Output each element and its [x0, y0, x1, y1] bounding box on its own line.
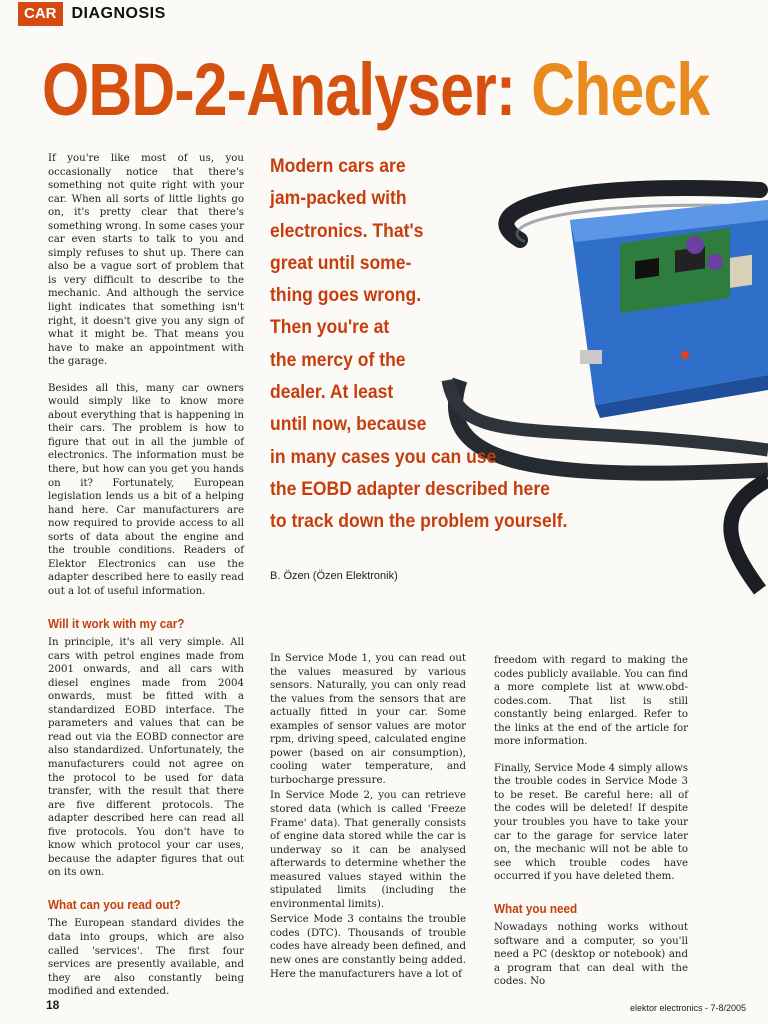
section-header: [18, 2, 166, 26]
intro-text: [270, 150, 576, 538]
paragraph: freedom with regard to making the codes publicly available. You can find a more complete list at www.obd-codes.com. That list is still constantly being enlarged. Refer to the links at the end of the article for more information.: [494, 655, 688, 748]
intro-line: the mercy of the: [270, 348, 406, 371]
intro-line: great until some-: [270, 251, 412, 274]
intro-line: Modern cars are: [270, 155, 406, 177]
intro-line: until now, because: [270, 413, 427, 436]
paragraph: If you're like most of us, you occasionally notice that there's something not quite right with your car. When all sorts of little lights go on, it's pretty clear that there's something wrong. In some cases your car even starts to talk to you and simply refuses to shut up. There can also be a vague sort of problem that is very difficult to describe to the mechanic. And although the service light indicates that something isn't right, it doesn't give you any sign of what it might be. That means you have to make an appointment with the garage.: [48, 153, 244, 368]
paragraph: In Service Mode 2, you can retrieve stored data (which is called 'Freeze Frame' data). That generally consists of engine data stored while the car is underway so it can be analysed afterwards to determine whether the measured values stayed within the stipulated limits (including the environmental limits).: [270, 790, 466, 910]
adapter-box-icon: [570, 200, 768, 418]
title-part-1: OBD-2-Analyser:: [42, 48, 516, 131]
intro-line: jam-packed with: [270, 187, 407, 210]
subheading: Will it work with my car?: [48, 615, 185, 631]
category-tag: CAR: [18, 2, 63, 26]
column-2: [270, 652, 466, 994]
section-title: DIAGNOSIS: [71, 5, 166, 22]
subheading: What you need: [494, 900, 578, 916]
paragraph: The European standard divides the data into groups, which are also called 'services'. The first four services are presently available, and they are also constantly being modified and extended.: [48, 918, 244, 998]
page-number: 18: [46, 998, 60, 1012]
article-title: [42, 44, 710, 136]
intro-line: Then you're at: [270, 316, 390, 339]
intro-line: the EOBD adapter described here: [270, 477, 550, 500]
title-part-2: Check: [531, 48, 710, 131]
paragraph: Nowadays nothing works without software and a computer, so you'll need a PC (desktop or notebook) and a program that can deal with the codes. No: [494, 922, 688, 988]
paragraph: Service Mode 3 contains the trouble codes (DTC). Thousands of trouble codes have already been defined, and new ones are constantly being added. Here the manufacturers have a lot of: [270, 914, 466, 980]
intro-line: thing goes wrong.: [270, 284, 422, 307]
paragraph: In principle, it's all very simple. All cars with petrol engines made from 2001 onwards, and all cars with diesel engines made from 2004 onwards, must be fitted with a standardized EOBD interface. The parameters and values that can be read out via the EOBD connector are also standardized. Unfortunately, the manufacturers could not agree on the protocol to be used for data transfer, with the result that there are five different protocols. The adapter described here can read all five protocols. You don't have to know which protocol your car uses, because the adapter figures that out on its own.: [48, 637, 244, 879]
intro-line: electronics. That's: [270, 219, 424, 242]
column-3: [494, 654, 688, 1002]
subheading: What can you read out?: [48, 896, 181, 912]
column-1: [48, 152, 244, 1012]
paragraph: In Service Mode 1, you can read out the values measured by various sensors. Naturally, you can only read the values from the sensors that are actually fitted in your car. Some examples of sensor values are motor rpm, driving speed, calculated engine power (based on air consumption), cooling water temperature, and turbocharge pressure.: [270, 653, 466, 786]
intro-line: to track down the problem yourself.: [270, 510, 568, 533]
intro-line: dealer. At least: [270, 381, 394, 404]
author-byline: B. Özen (Özen Elektronik): [270, 570, 398, 582]
paragraph: Besides all this, many car owners would simply like to know more about everything that is happening in their cars. The problem is how to figure that out in all the jumble of electronics. The information must be there, but how can you get you hands on it? Fortunately, European legislation lends us a bit of a helping hand here. Car manufacturers are now required to provide access to all sorts of data about the engine and the trouble conditions. Readers of Elektor Electronics can use the adapter described here to easily read out a lot of useful information.: [48, 382, 244, 597]
intro-line: in many cases you can use: [270, 445, 497, 468]
paragraph: Finally, Service Mode 4 simply allows the trouble codes in Service Mode 3 to be reset. Be careful here: all of the codes will be deleted! If despite your troubles you have to take your car to the garage for service later on, the mechanic will not be able to see which trouble codes have occurred if you have deleted them.: [494, 762, 688, 883]
magazine-footer: elektor electronics - 7-8/2005: [630, 1003, 747, 1013]
